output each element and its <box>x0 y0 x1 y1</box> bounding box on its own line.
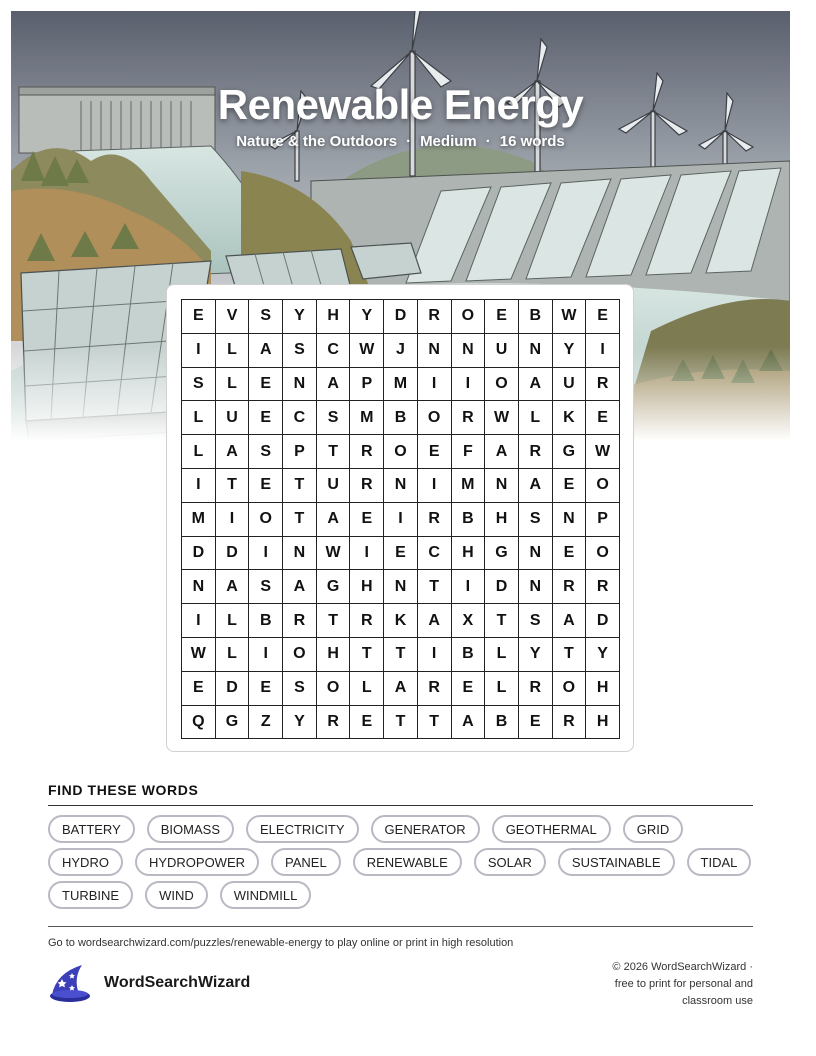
grid-cell[interactable]: D <box>586 604 620 638</box>
grid-cell[interactable]: M <box>452 469 486 503</box>
grid-cell[interactable]: S <box>283 672 317 706</box>
grid-cell[interactable]: R <box>586 570 620 604</box>
grid-cell[interactable]: S <box>249 570 283 604</box>
grid-cell[interactable]: G <box>553 435 587 469</box>
grid-cell[interactable]: L <box>182 401 216 435</box>
grid-cell[interactable]: G <box>216 706 250 740</box>
grid-cell[interactable]: E <box>182 300 216 334</box>
grid-cell[interactable]: T <box>317 604 351 638</box>
word-chip: BATTERY <box>48 815 135 843</box>
grid-cell[interactable]: W <box>182 638 216 672</box>
grid-cell[interactable]: S <box>249 300 283 334</box>
grid-cell[interactable]: E <box>249 368 283 402</box>
grid-cell[interactable]: W <box>553 300 587 334</box>
grid-cell[interactable]: A <box>317 503 351 537</box>
grid-cell[interactable]: W <box>350 334 384 368</box>
meta-separator: · <box>485 133 491 150</box>
grid-cell[interactable]: N <box>182 570 216 604</box>
word-chip: RENEWABLE <box>353 848 462 876</box>
grid-cell[interactable]: R <box>350 604 384 638</box>
divider <box>48 805 753 806</box>
copyright-line: free to print for personal and <box>614 978 753 990</box>
grid-cell[interactable]: O <box>452 300 486 334</box>
grid-cell[interactable]: B <box>485 706 519 740</box>
grid-cell[interactable]: D <box>485 570 519 604</box>
grid-cell[interactable]: W <box>317 537 351 571</box>
grid-cell[interactable]: E <box>350 706 384 740</box>
grid-cell[interactable]: H <box>350 570 384 604</box>
grid-cell[interactable]: A <box>216 570 250 604</box>
grid-cell[interactable]: L <box>350 672 384 706</box>
grid-cell[interactable]: C <box>283 401 317 435</box>
word-count-label: 16 words <box>499 133 565 150</box>
grid-cell[interactable]: T <box>350 638 384 672</box>
grid-cell[interactable]: T <box>384 706 418 740</box>
grid-cell[interactable]: U <box>317 469 351 503</box>
grid-cell[interactable]: B <box>249 604 283 638</box>
grid-cell[interactable]: R <box>452 401 486 435</box>
grid-cell[interactable]: A <box>452 706 486 740</box>
grid-cell[interactable]: R <box>350 469 384 503</box>
grid-cell[interactable]: O <box>586 469 620 503</box>
grid-cell[interactable]: D <box>384 300 418 334</box>
grid-cell[interactable]: T <box>485 604 519 638</box>
copyright-line: © 2026 WordSearchWizard · <box>612 961 753 973</box>
grid-cell[interactable]: I <box>452 570 486 604</box>
grid-cell[interactable]: S <box>249 435 283 469</box>
grid-cell[interactable]: L <box>216 368 250 402</box>
grid-cell[interactable]: H <box>586 706 620 740</box>
category-label: Nature & the Outdoors <box>236 133 398 150</box>
grid-cell[interactable]: K <box>553 401 587 435</box>
grid-cell[interactable]: E <box>586 401 620 435</box>
grid-cell[interactable]: E <box>249 469 283 503</box>
grid-cell[interactable]: W <box>586 435 620 469</box>
grid-cell[interactable]: S <box>317 401 351 435</box>
grid-cell[interactable]: O <box>485 368 519 402</box>
grid-cell[interactable]: O <box>249 503 283 537</box>
grid-cell[interactable]: R <box>350 435 384 469</box>
grid-cell[interactable]: E <box>553 537 587 571</box>
grid-cell[interactable]: T <box>283 503 317 537</box>
grid-cell[interactable]: N <box>485 469 519 503</box>
grid-cell[interactable]: I <box>384 503 418 537</box>
grid-cell[interactable]: M <box>384 368 418 402</box>
grid-cell[interactable]: N <box>283 368 317 402</box>
grid-cell[interactable]: R <box>418 503 452 537</box>
grid-cell[interactable]: H <box>317 300 351 334</box>
grid-cell[interactable]: T <box>418 570 452 604</box>
grid-cell[interactable]: M <box>182 503 216 537</box>
grid-cell[interactable]: T <box>216 469 250 503</box>
grid-cell[interactable]: O <box>283 638 317 672</box>
grid-cell[interactable]: T <box>553 638 587 672</box>
grid-cell[interactable]: Y <box>586 638 620 672</box>
grid-cell[interactable]: E <box>418 435 452 469</box>
grid-cell[interactable]: R <box>519 435 553 469</box>
word-chip: HYDROPOWER <box>135 848 259 876</box>
grid-cell[interactable]: R <box>553 706 587 740</box>
grid-cell[interactable]: I <box>182 334 216 368</box>
grid-cell[interactable]: R <box>519 672 553 706</box>
grid-cell[interactable]: X <box>452 604 486 638</box>
grid-cell[interactable]: A <box>553 604 587 638</box>
grid-cell[interactable]: B <box>452 638 486 672</box>
page-title: Renewable Energy <box>217 81 584 128</box>
grid-cell[interactable]: A <box>485 435 519 469</box>
brand[interactable] <box>48 963 250 1003</box>
grid-cell[interactable]: I <box>216 503 250 537</box>
grid-cell[interactable]: L <box>485 638 519 672</box>
word-list <box>48 815 760 909</box>
grid-cell[interactable]: L <box>216 604 250 638</box>
grid-cell[interactable]: J <box>384 334 418 368</box>
grid-cell[interactable]: P <box>283 435 317 469</box>
grid-cell[interactable]: R <box>553 570 587 604</box>
grid-cell[interactable]: Y <box>519 638 553 672</box>
word-chip: SUSTAINABLE <box>558 848 675 876</box>
word-chip: GRID <box>623 815 684 843</box>
grid-cell[interactable]: I <box>249 537 283 571</box>
grid-cell[interactable]: G <box>485 537 519 571</box>
grid-cell[interactable]: A <box>216 435 250 469</box>
grid-cell[interactable]: R <box>418 300 452 334</box>
grid-cell[interactable]: A <box>384 672 418 706</box>
grid-cell[interactable]: E <box>249 401 283 435</box>
grid-cell[interactable]: E <box>485 300 519 334</box>
grid-cell[interactable]: N <box>553 503 587 537</box>
grid-cell[interactable]: B <box>452 503 486 537</box>
grid-cell[interactable]: Y <box>553 334 587 368</box>
grid-cell[interactable]: V <box>216 300 250 334</box>
word-chip: HYDRO <box>48 848 123 876</box>
grid-cell[interactable]: S <box>519 604 553 638</box>
grid-cell[interactable]: A <box>519 469 553 503</box>
grid-cell[interactable]: L <box>182 435 216 469</box>
grid-cell[interactable]: I <box>418 469 452 503</box>
wizard-hat-icon <box>48 963 92 1003</box>
grid-cell[interactable]: A <box>317 368 351 402</box>
word-chip: GENERATOR <box>371 815 480 843</box>
grid-cell[interactable]: O <box>553 672 587 706</box>
grid-cell[interactable]: W <box>485 401 519 435</box>
grid-cell[interactable]: L <box>485 672 519 706</box>
grid-cell[interactable]: P <box>586 503 620 537</box>
grid-cell[interactable]: U <box>553 368 587 402</box>
grid-cell[interactable]: I <box>249 638 283 672</box>
grid-cell[interactable]: R <box>283 604 317 638</box>
grid-cell[interactable]: R <box>586 368 620 402</box>
grid-cell[interactable]: L <box>216 334 250 368</box>
grid-cell[interactable]: E <box>586 300 620 334</box>
word-chip: WINDMILL <box>220 881 312 909</box>
copyright <box>573 959 753 1010</box>
word-chip: SOLAR <box>474 848 546 876</box>
grid-cell[interactable]: Y <box>283 300 317 334</box>
grid-cell[interactable]: N <box>283 537 317 571</box>
grid-cell[interactable]: R <box>317 706 351 740</box>
grid-cell[interactable]: U <box>485 334 519 368</box>
word-chip: TURBINE <box>48 881 133 909</box>
word-chip: BIOMASS <box>147 815 234 843</box>
grid-cell[interactable]: D <box>216 537 250 571</box>
grid-cell[interactable]: E <box>452 672 486 706</box>
grid-cell[interactable]: E <box>350 503 384 537</box>
grid-cell[interactable]: I <box>452 368 486 402</box>
grid-cell[interactable]: H <box>452 537 486 571</box>
grid-cell[interactable]: A <box>519 368 553 402</box>
grid-cell[interactable]: E <box>519 706 553 740</box>
grid-cell[interactable]: N <box>384 469 418 503</box>
grid-cell[interactable]: I <box>182 469 216 503</box>
grid-cell[interactable]: H <box>586 672 620 706</box>
grid-cell[interactable]: T <box>384 638 418 672</box>
grid-cell[interactable]: U <box>216 401 250 435</box>
grid-cell[interactable]: N <box>519 570 553 604</box>
grid-cell[interactable]: A <box>283 570 317 604</box>
grid-cell[interactable]: M <box>350 401 384 435</box>
grid-cell[interactable]: O <box>384 435 418 469</box>
grid-cell[interactable]: I <box>182 604 216 638</box>
grid-cell[interactable]: S <box>519 503 553 537</box>
grid-cell[interactable]: A <box>418 604 452 638</box>
grid-cell[interactable]: I <box>350 537 384 571</box>
grid-cell[interactable]: L <box>216 638 250 672</box>
grid-cell[interactable]: B <box>519 300 553 334</box>
divider <box>48 926 753 927</box>
grid-cell[interactable]: N <box>418 334 452 368</box>
copyright-line: classroom use <box>682 995 753 1007</box>
grid-cell[interactable]: C <box>418 537 452 571</box>
letter-grid[interactable] <box>181 299 620 739</box>
grid-cell[interactable]: Y <box>283 706 317 740</box>
grid-cell[interactable]: D <box>182 537 216 571</box>
grid-cell[interactable]: D <box>216 672 250 706</box>
grid-cell[interactable]: C <box>317 334 351 368</box>
grid-cell[interactable]: Q <box>182 706 216 740</box>
meta-separator: · <box>406 133 412 150</box>
grid-cell[interactable]: B <box>384 401 418 435</box>
grid-cell[interactable]: S <box>283 334 317 368</box>
grid-cell[interactable]: O <box>317 672 351 706</box>
grid-cell[interactable]: I <box>586 334 620 368</box>
word-chip: PANEL <box>271 848 341 876</box>
grid-cell[interactable]: Z <box>249 706 283 740</box>
grid-cell[interactable]: H <box>485 503 519 537</box>
grid-cell[interactable]: E <box>553 469 587 503</box>
footer-note: Go to wordsearchwizard.com/puzzles/renewable-energy to play online or print in high resolution <box>48 937 514 949</box>
grid-cell[interactable]: L <box>519 401 553 435</box>
grid-cell[interactable]: T <box>283 469 317 503</box>
grid-cell[interactable]: E <box>182 672 216 706</box>
grid-cell[interactable]: S <box>182 368 216 402</box>
grid-cell[interactable]: N <box>519 537 553 571</box>
grid-cell[interactable]: N <box>452 334 486 368</box>
grid-cell[interactable]: H <box>317 638 351 672</box>
grid-cell[interactable]: P <box>350 368 384 402</box>
difficulty-label: Medium <box>420 133 477 150</box>
grid-cell[interactable]: F <box>452 435 486 469</box>
grid-cell[interactable]: G <box>317 570 351 604</box>
grid-cell[interactable]: T <box>418 706 452 740</box>
puzzle-meta <box>11 133 790 150</box>
word-chip: TIDAL <box>687 848 752 876</box>
grid-cell[interactable]: I <box>418 368 452 402</box>
brand-name: WordSearchWizard <box>104 974 251 991</box>
grid-cell[interactable]: E <box>249 672 283 706</box>
grid-cell[interactable]: K <box>384 604 418 638</box>
grid-cell[interactable]: T <box>317 435 351 469</box>
word-chip: ELECTRICITY <box>246 815 359 843</box>
word-chip: WIND <box>145 881 208 909</box>
grid-cell[interactable]: O <box>418 401 452 435</box>
grid-cell[interactable]: I <box>418 638 452 672</box>
grid-cell[interactable]: Y <box>350 300 384 334</box>
word-chip: GEOTHERMAL <box>492 815 611 843</box>
grid-cell[interactable]: A <box>249 334 283 368</box>
grid-cell[interactable]: E <box>384 537 418 571</box>
grid-cell[interactable]: O <box>586 537 620 571</box>
word-list-heading: FIND THESE WORDS <box>48 782 199 798</box>
grid-cell[interactable]: N <box>384 570 418 604</box>
grid-cell[interactable]: N <box>519 334 553 368</box>
grid-cell[interactable]: R <box>418 672 452 706</box>
